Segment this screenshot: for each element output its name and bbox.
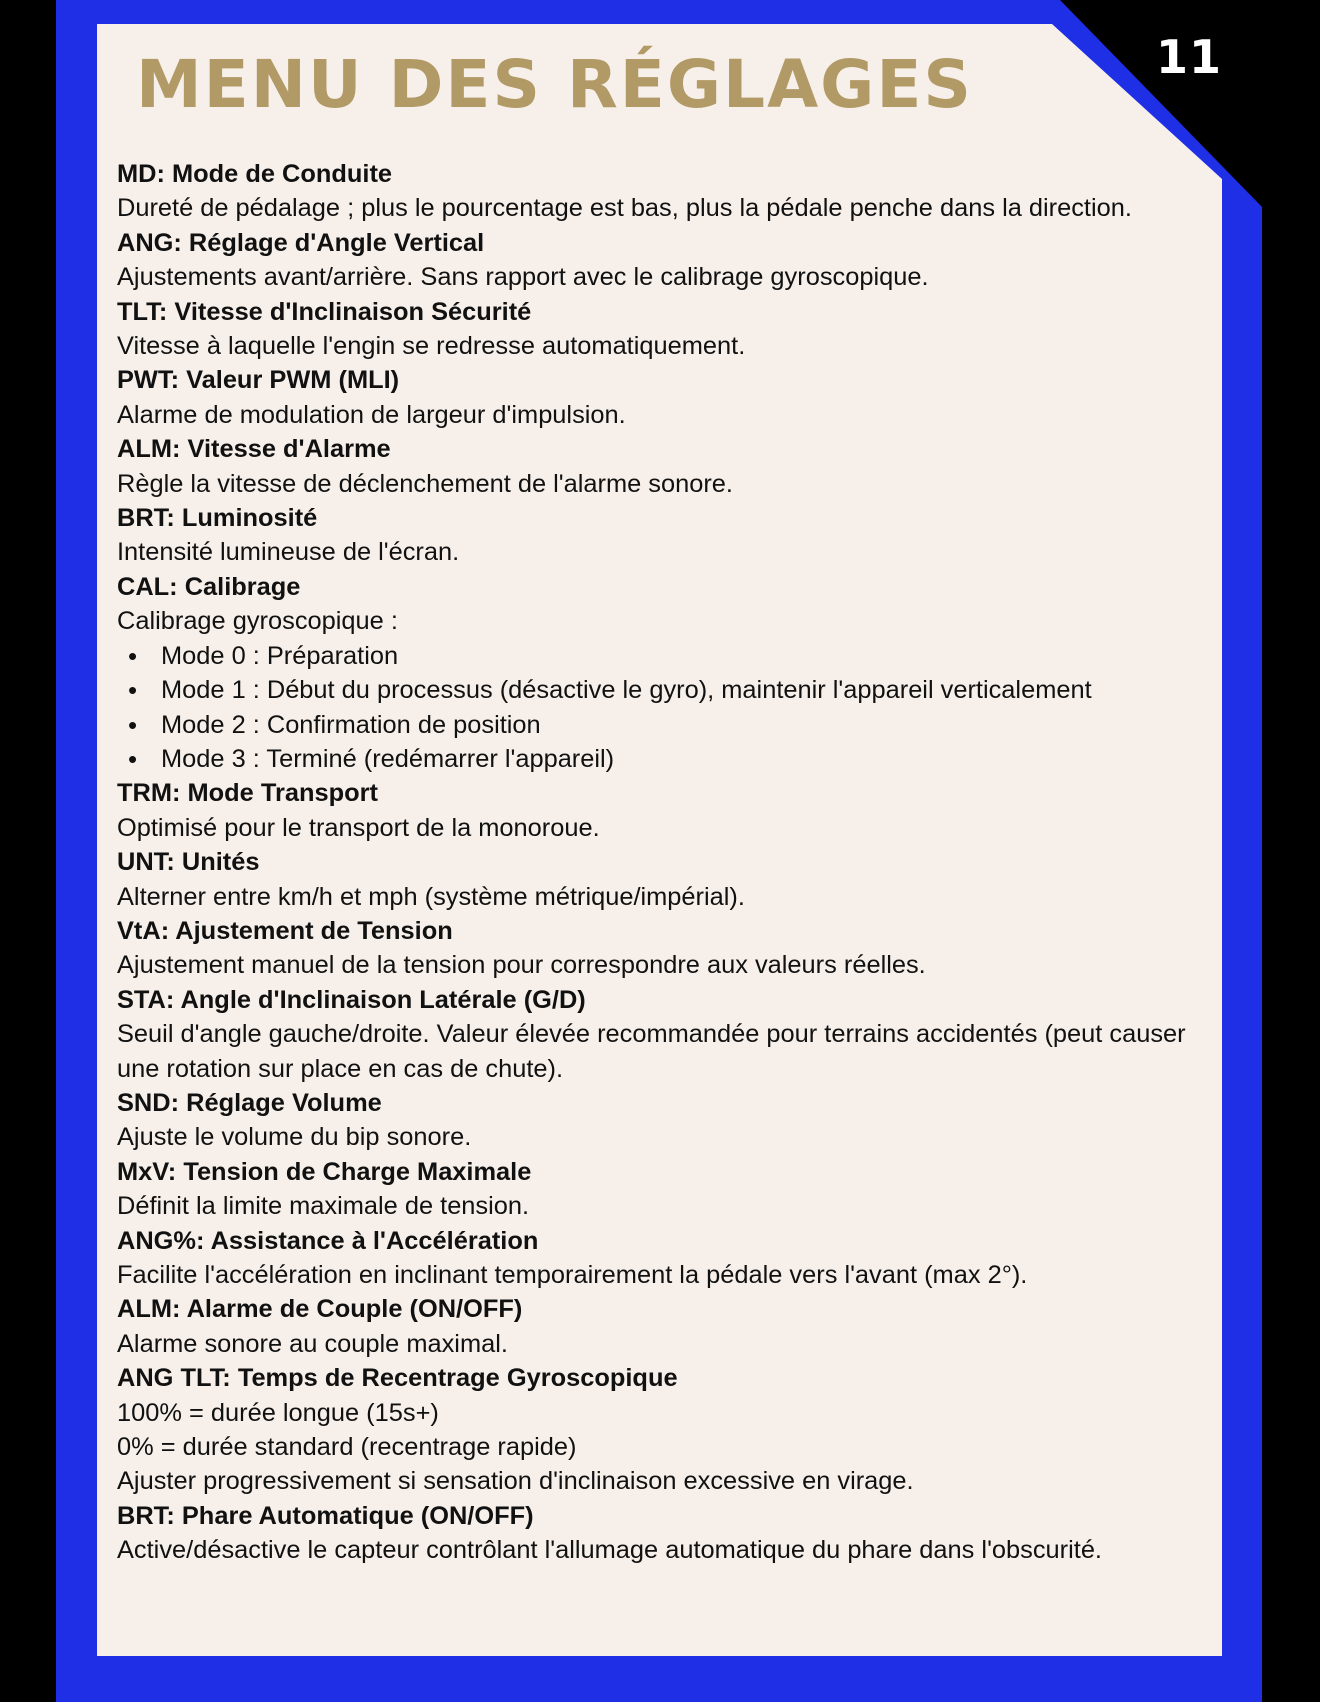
setting-heading: ANG: Réglage d'Angle Vertical — [117, 228, 485, 257]
setting-heading: SND: Réglage Volume — [117, 1088, 382, 1117]
setting-md — [117, 157, 1217, 226]
page-number: 11 — [1155, 30, 1222, 84]
settings-list — [117, 157, 1217, 1568]
bullet-list — [117, 639, 1217, 777]
setting-description: Intensité lumineuse de l'écran. — [117, 538, 460, 567]
setting-mxv — [117, 1155, 1217, 1224]
setting-description: Dureté de pédalage ; plus le pourcentage est bas, plus la pédale penche dans la direction. — [117, 194, 1132, 223]
setting-description: Seuil d'angle gauche/droite. Valeur élevée recommandée pour terrains accidentés (peut causer une rotation sur place en cas de chute). — [117, 1020, 1186, 1083]
setting-heading: TLT: Vitesse d'Inclinaison Sécurité — [117, 297, 532, 326]
setting-heading: ALM: Vitesse d'Alarme — [117, 435, 391, 464]
setting-heading: UNT: Unités — [117, 848, 260, 877]
setting-description: Vitesse à laquelle l'engin se redresse automatiquement. — [117, 332, 746, 361]
setting-heading: BRT: Luminosité — [117, 504, 318, 533]
setting-description: Ajustement manuel de la tension pour correspondre aux valeurs réelles. — [117, 951, 926, 980]
setting-description: Définit la limite maximale de tension. — [117, 1192, 530, 1221]
bullet-item: • Mode 2 : Confirmation de position — [161, 708, 1217, 742]
setting-description: Alterner entre km/h et mph (système métrique/impérial). — [117, 882, 745, 911]
setting-heading: ANG TLT: Temps de Recentrage Gyroscopique — [117, 1364, 678, 1393]
setting-description: 100% = durée longue (15s+) — [117, 1398, 439, 1427]
setting-description: Ajuste le volume du bip sonore. — [117, 1123, 472, 1152]
setting-heading: VtA: Ajustement de Tension — [117, 916, 453, 945]
setting-heading: STA: Angle d'Inclinaison Latérale (G/D) — [117, 985, 586, 1014]
setting-unt — [117, 845, 1217, 914]
setting-heading: ALM: Alarme de Couple (ON/OFF) — [117, 1295, 523, 1324]
setting-description: Alarme de modulation de largeur d'impulsion. — [117, 400, 626, 429]
setting-heading: CAL: Calibrage — [117, 572, 301, 601]
setting-heading: PWT: Valeur PWM (MLI) — [117, 366, 400, 395]
setting-description: Ajustements avant/arrière. Sans rapport avec le calibrage gyroscopique. — [117, 263, 929, 292]
setting-heading: MD: Mode de Conduite — [117, 160, 393, 188]
setting-alm — [117, 1292, 1217, 1361]
setting-ang — [117, 1224, 1217, 1293]
setting-heading: BRT: Phare Automatique (ON/OFF) — [117, 1501, 534, 1530]
setting-description: Optimisé pour le transport de la monoroue. — [117, 813, 600, 842]
setting-description: Alarme sonore au couple maximal. — [117, 1329, 508, 1358]
setting-cal — [117, 570, 1217, 776]
setting-heading: ANG%: Assistance à l'Accélération — [117, 1226, 539, 1255]
setting-ang — [117, 226, 1217, 295]
setting-brt — [117, 1499, 1217, 1568]
page-title: MENU DES RÉGLAGES — [136, 46, 973, 123]
bullet-item: • Mode 1 : Début du processus (désactive le gyro), maintenir l'appareil verticalement — [161, 673, 1217, 707]
setting-heading: TRM: Mode Transport — [117, 779, 378, 808]
setting-description: Facilite l'accélération en inclinant temporairement la pédale vers l'avant (max 2°). — [117, 1261, 1028, 1289]
setting-ang-tlt — [117, 1361, 1217, 1499]
setting-description: Règle la vitesse de déclenchement de l'alarme sonore. — [117, 469, 733, 498]
setting-pwt — [117, 363, 1217, 432]
setting-tlt — [117, 295, 1217, 364]
setting-sta — [117, 983, 1217, 1086]
bullet-item: • Mode 0 : Préparation — [161, 639, 1217, 673]
setting-description: 0% = durée standard (recentrage rapide) — [117, 1433, 577, 1462]
setting-description: Ajuster progressivement si sensation d'inclinaison excessive en virage. — [117, 1467, 914, 1496]
setting-brt — [117, 501, 1217, 570]
bullet-item: • Mode 3 : Terminé (redémarrer l'appareil) — [161, 742, 1217, 776]
setting-heading: MxV: Tension de Charge Maximale — [117, 1157, 532, 1186]
setting-trm — [117, 776, 1217, 845]
setting-vta — [117, 914, 1217, 983]
setting-description: Calibrage gyroscopique : — [117, 607, 398, 636]
setting-description: Active/désactive le capteur contrôlant l'allumage automatique du phare dans l'obscurité. — [117, 1536, 1102, 1565]
setting-alm — [117, 432, 1217, 501]
setting-snd — [117, 1086, 1217, 1155]
